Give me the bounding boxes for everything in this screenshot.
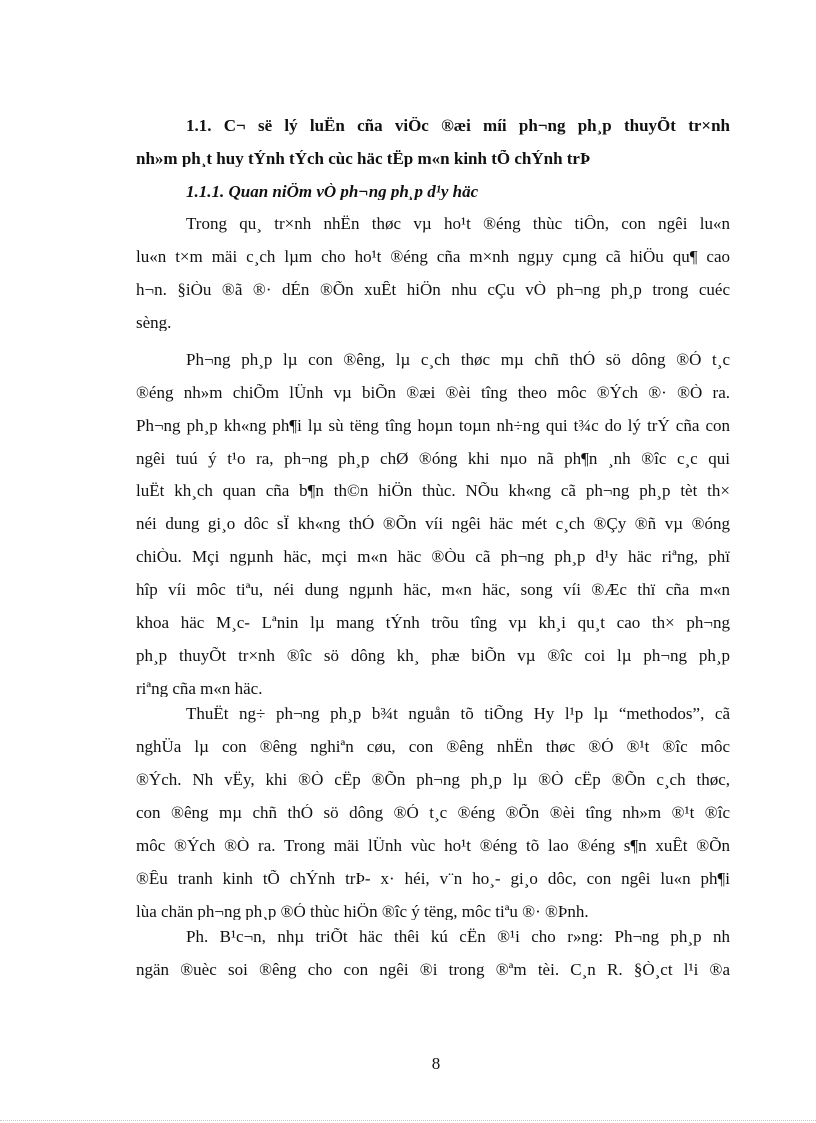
subsection-heading: 1.1.1. Quan niÖm vÒ ph¬ng ph¸p d¹y häc <box>186 183 479 200</box>
body-line: con ®êng mµ chñ thÓ sö dông ®Ó t¸c ®éng ®Õn ®èi tîng nh»m ®¹t ®îc <box>136 804 730 822</box>
body-line: ®Êu tranh kinh tÕ chÝnh trÞ- x· héi, v¨n ho¸- gi¸o dôc, con ngêi lu«n ph¶i <box>136 870 730 888</box>
body-line: ThuËt ng÷ ph¬ng ph¸p b¾t nguån tõ tiÕng Hy l¹p lµ “methodos”, cã <box>186 705 730 723</box>
body-line: Ph¬ng ph¸p kh«ng ph¶i lµ sù tëng tîng hoµn toµn nh÷ng qui t¾c do lý trÝ cña con <box>136 417 730 435</box>
body-line: lùa chän ph¬ng ph¸p ®Ó thùc hiÖn ®îc ý tëng, môc tiªu ®· ®Þnh. <box>136 903 589 920</box>
body-line: môc ®Ých ®Ò ra. Trong mäi lÜnh vùc ho¹t ®éng tõ lao ®éng s¶n xuÊt ®Õn <box>136 837 730 855</box>
body-line: ngêi tuú ý t¹o ra, ph¬ng ph¸p chØ ®óng khi nµo nã ph¶n ¸nh ®îc c¸c qui <box>136 450 730 468</box>
body-line: ®éng nh»m chiÕm lÜnh vµ biÕn ®æi ®èi tîng theo môc ®Ých ®· ®Ò ra. <box>136 384 730 402</box>
body-line: sèng. <box>136 314 172 331</box>
body-line: khoa häc M¸c- Lªnin lµ mang tÝnh trõu tîng vµ kh¸i qu¸t cao th× ph¬ng <box>136 614 730 632</box>
body-line: Ph. B¹c¬n, nhµ triÕt häc thêi kú cËn ®¹i cho r»ng: Ph¬ng ph¸p nh <box>186 928 730 946</box>
body-line: ph¸p thuyÕt tr×nh ®îc sö dông kh¸ phæ biÕn vµ ®îc coi lµ ph¬ng ph¸p <box>136 647 730 665</box>
page-bottom-rule <box>0 1120 816 1121</box>
body-line: ®Ých. Nh vËy, khi ®Ò cËp ®Õn ph¬ng ph¸p lµ ®Ò cËp ®Õn c¸ch thøc, <box>136 771 730 789</box>
body-line: luËt kh¸ch quan cña b¶n th©n hiÖn thùc. NÕu kh«ng cã ph¬ng ph¸p tèt th× <box>136 482 730 500</box>
body-line: riªng cña m«n häc. <box>136 680 263 697</box>
page-number: 8 <box>431 1054 441 1073</box>
body-line: lu«n t×m mäi c¸ch lµm cho ho¹t ®éng cña m×nh ngµy cµng cã hiÖu qu¶ cao <box>136 248 730 266</box>
body-line: néi dung gi¸o dôc sÏ kh«ng thÓ ®Õn víi ngêi häc mét c¸ch ®Çy ®ñ vµ ®óng <box>136 515 730 533</box>
body-line: ngän ®uèc soi ®êng cho con ngêi ®i trong ®ªm tèi. C¸n R. §Ò¸ct l¹i ®a <box>136 961 730 979</box>
section-heading-continuation: nh»m ph¸t huy tÝnh tÝch cùc häc tËp m«n kinh tÕ chÝnh trÞ <box>136 150 591 167</box>
body-line: h¬n. §iÒu ®ã ®· dÉn ®Õn xuÊt hiÖn nhu cÇu vÒ ph¬ng ph¸p trong cuéc <box>136 281 730 299</box>
body-line: nghÜa lµ con ®êng nghiªn cøu, con ®êng nhËn thøc ®Ó ®¹t ®îc môc <box>136 738 730 756</box>
body-line: Ph¬ng ph¸p lµ con ®êng, lµ c¸ch thøc mµ chñ thÓ sö dông ®Ó t¸c <box>186 351 730 369</box>
body-line: chiÒu. Mçi ngµnh häc, mçi m«n häc ®Òu cã ph¬ng ph¸p d¹y häc riªng, phï <box>136 548 730 566</box>
body-line: hîp víi môc tiªu, néi dung ngµnh häc, m«n häc, song víi ®Æc thï cña m«n <box>136 581 730 599</box>
section-heading: 1.1. C¬ së lý luËn cña viÖc ®æi míi ph¬ng ph¸p thuyÕt tr×nh <box>186 117 730 135</box>
body-line: Trong qu¸ tr×nh nhËn thøc vµ ho¹t ®éng thùc tiÔn, con ngêi lu«n <box>186 215 730 233</box>
